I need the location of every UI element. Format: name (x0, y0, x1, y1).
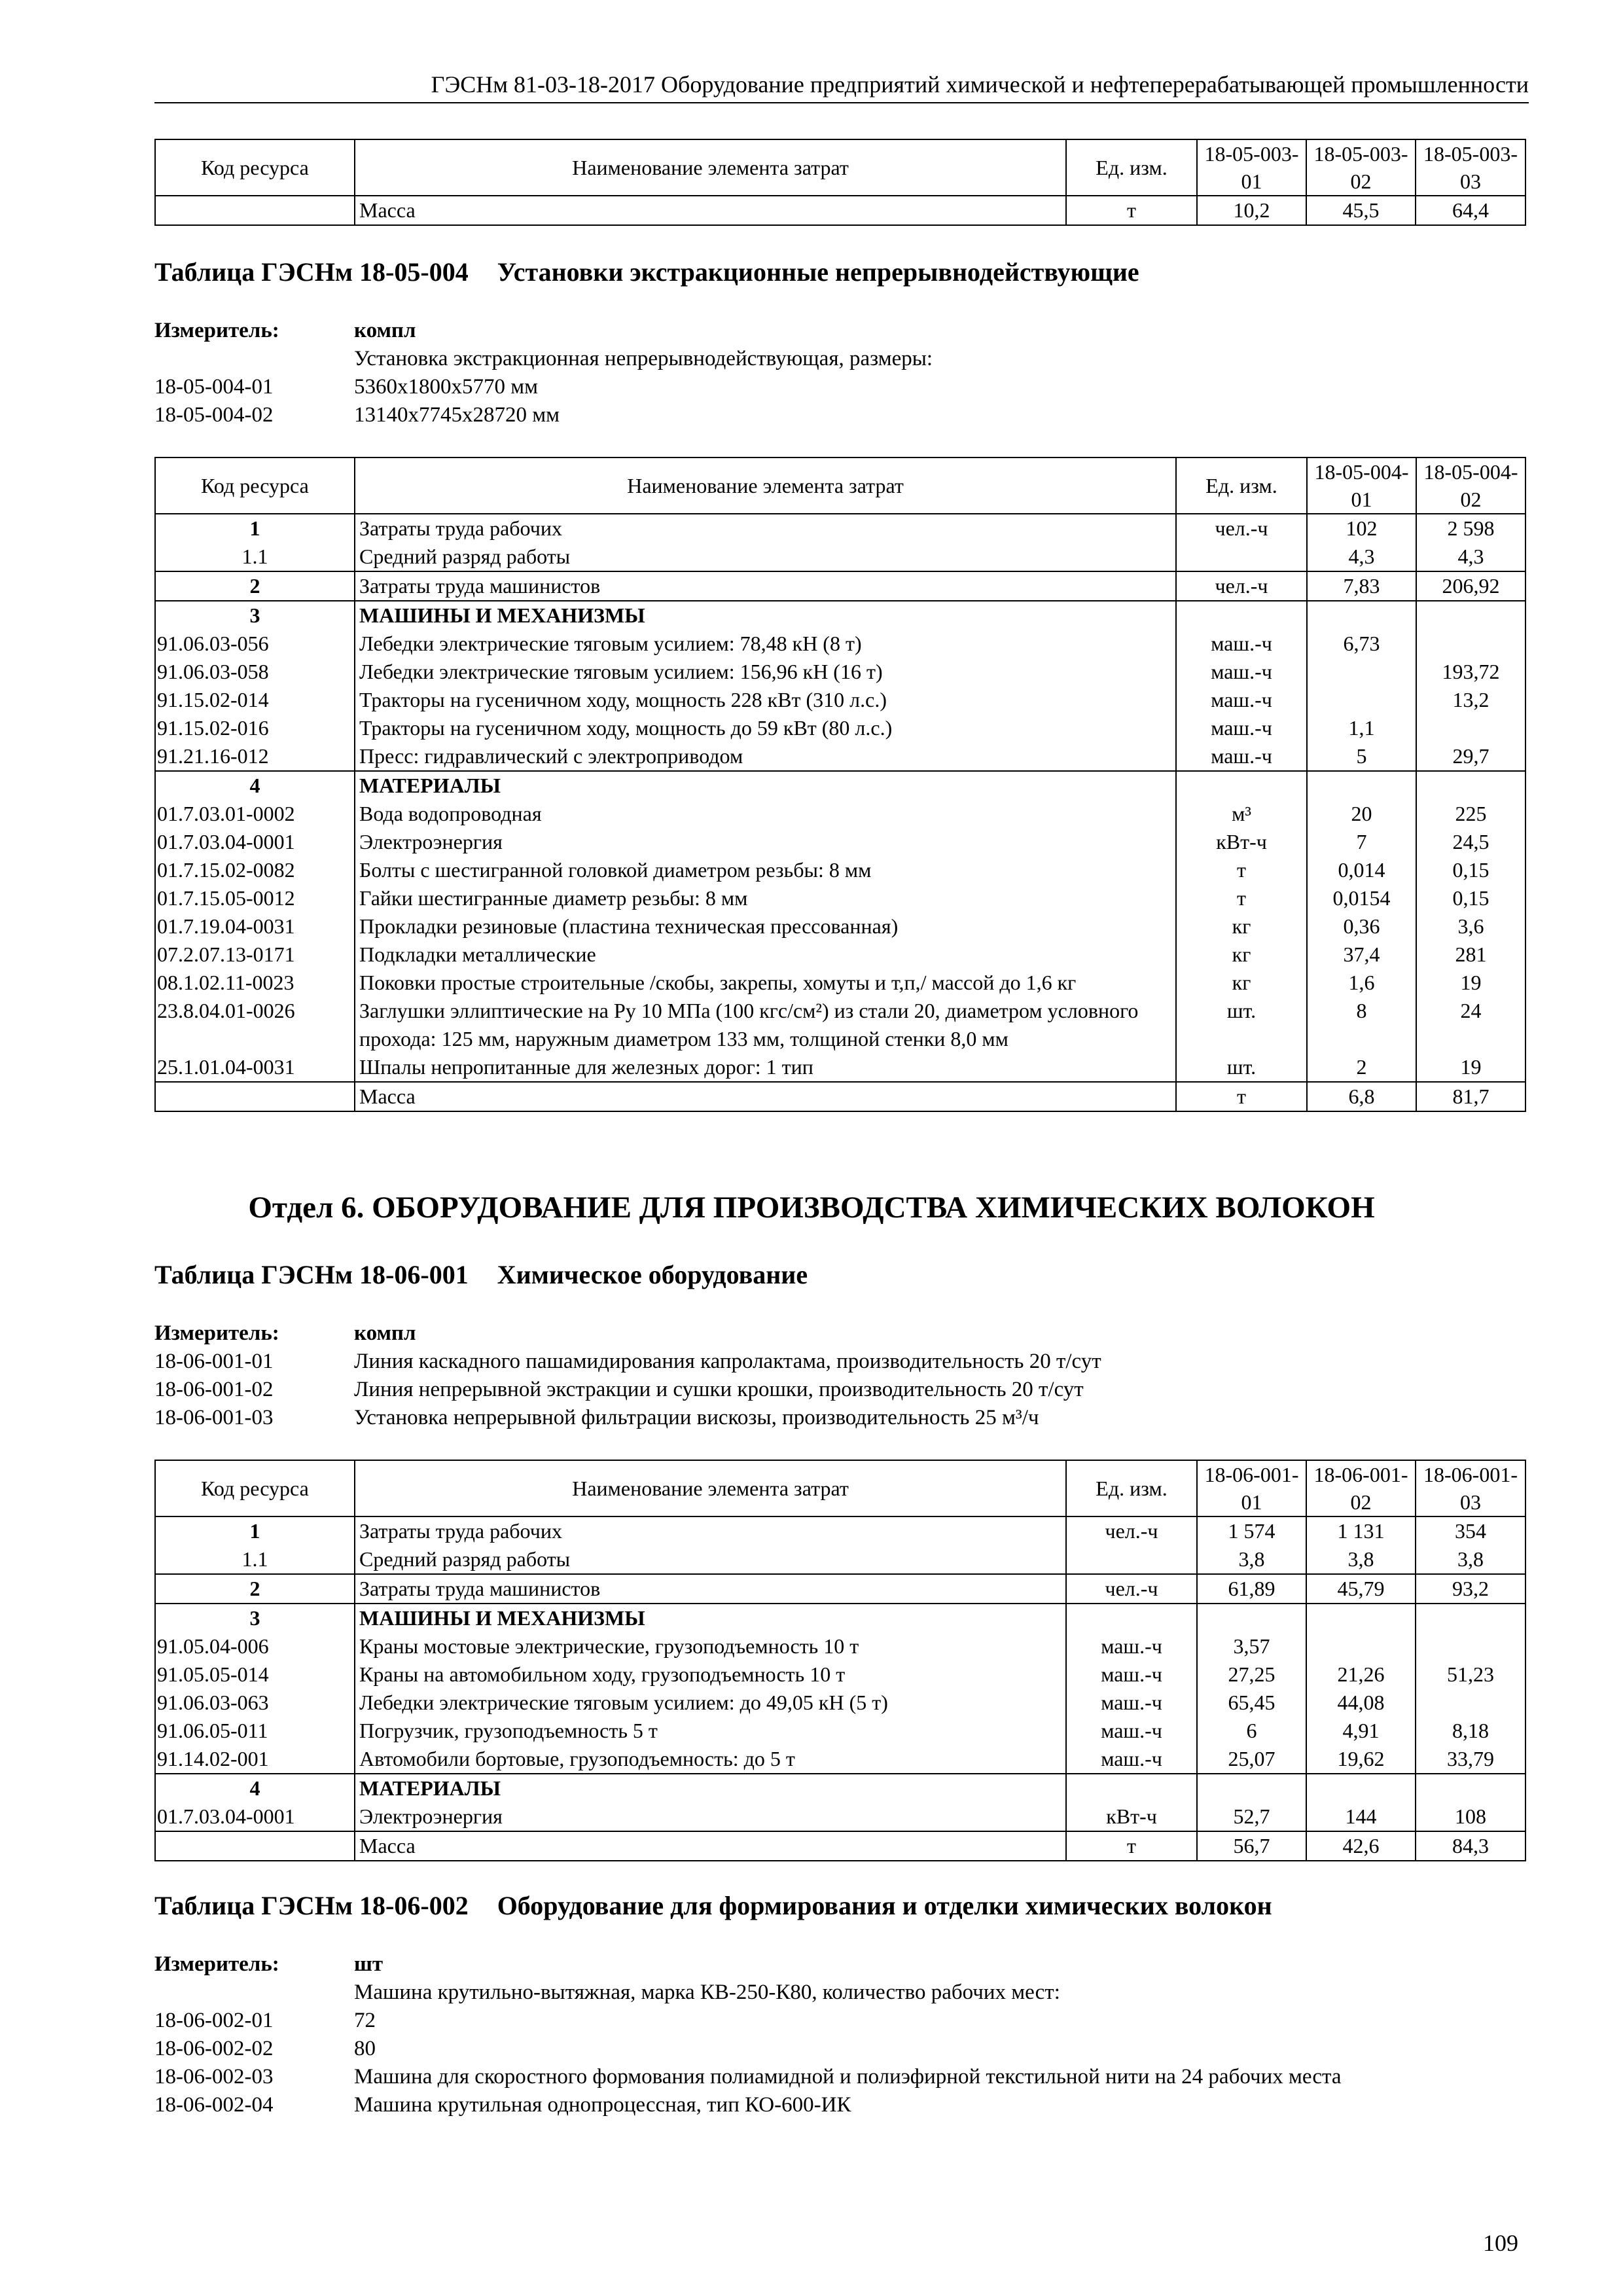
table-row: 01.7.15.05-0012 Гайки шестигранные диаметр резьбы: 8 мм т 0,0154 0,15 (155, 884, 1525, 912)
table-row: 91.06.03-058 Лебедки электрические тяговым усилием: 156,96 кН (16 т) маш.-ч 193,72 (155, 658, 1525, 686)
table-row: 91.15.02-016 Тракторы на гусеничном ходу, мощность до 59 кВт (80 л.с.) маш.-ч 1,1 (155, 714, 1525, 742)
col-header-unit: Ед. изм. (1066, 139, 1197, 196)
table-row: 01.7.03.04-0001 Электроэнергия кВт-ч 7 24,5 (155, 828, 1525, 856)
table-row: 3 МАШИНЫ И МЕХАНИЗМЫ (155, 1604, 1525, 1632)
table-row: 91.06.03-063 Лебедки электрические тяговым усилием: до 49,05 кН (5 т) маш.-ч 65,45 44,08 (155, 1689, 1525, 1717)
section-title: Отдел 6. ОБОРУДОВАНИЕ ДЛЯ ПРОИЗВОДСТВА ХИМИЧЕСКИХ ВОЛОКОН (248, 1191, 1375, 1225)
col-header-value: 18-05-004-02 (1416, 457, 1525, 514)
table-row: 07.2.07.13-0171 Подкладки металлические кг 37,4 281 (155, 941, 1525, 969)
col-header-value: 18-05-003-01 (1197, 139, 1306, 196)
table-title-code: Таблица ГЭСНм 18-06-001 (154, 1260, 469, 1289)
col-header-code: Код ресурса (155, 457, 355, 514)
table-row: 2 Затраты труда машинистов чел.-ч 61,89 45,79 93,2 (155, 1574, 1525, 1604)
table-row: 23.8.04.01-0026 Заглушки эллиптические на Ру 10 МПа (100 кгс/см²) из стали 20, диаметром условного прохода: 125 мм, наружным диаметром 133 мм, толщиной стенки 8,0 мм шт. 8 24 (155, 997, 1525, 1053)
col-header-unit: Ед. изм. (1066, 1460, 1197, 1516)
table-row: 3 МАШИНЫ И МЕХАНИЗМЫ (155, 601, 1525, 630)
table-row: 1 Затраты труда рабочих чел.-ч 102 2 598 (155, 514, 1525, 543)
col-header-code: Код ресурса (155, 139, 355, 196)
col-header-value: 18-06-001-01 (1197, 1460, 1306, 1516)
col-header-value: 18-06-001-02 (1306, 1460, 1416, 1516)
table-title-18-05-004 (154, 257, 1139, 287)
table-row: 1.1 Средний разряд работы 4,3 4,3 (155, 543, 1525, 571)
table-row: 91.15.02-014 Тракторы на гусеничном ходу, мощность 228 кВт (310 л.с.) маш.-ч 13,2 (155, 686, 1525, 714)
table-title-code: Таблица ГЭСНм 18-06-002 (154, 1891, 469, 1920)
table-title-18-06-001 (154, 1259, 808, 1290)
table-row: 25.1.01.04-0031 Шпалы непропитанные для железных дорог: 1 тип шт. 2 19 (155, 1053, 1525, 1082)
col-header-name: Наименование элемента затрат (355, 139, 1066, 196)
table-row: 91.06.05-011 Погрузчик, грузоподъемность 5 т маш.-ч 6 4,91 8,18 (155, 1717, 1525, 1745)
table-row: 01.7.19.04-0031 Прокладки резиновые (пластина техническая прессованная) кг 0,36 3,6 (155, 912, 1525, 941)
table-row: Масса т 6,8 81,7 (155, 1082, 1525, 1111)
table-row: 91.21.16-012 Пресс: гидравлический с электроприводом маш.-ч 5 29,7 (155, 742, 1525, 771)
col-header-value: 18-06-001-03 (1416, 1460, 1525, 1516)
table-row: Масса т 56,7 42,6 84,3 (155, 1831, 1525, 1861)
col-header-value: 18-05-003-02 (1306, 139, 1416, 196)
table-row: 91.14.02-001 Автомобили бортовые, грузоподъемность: до 5 т маш.-ч 25,07 19,62 33,79 (155, 1745, 1525, 1774)
col-header-value: 18-05-003-03 (1416, 139, 1525, 196)
col-header-code: Код ресурса (155, 1460, 355, 1516)
page-header: ГЭСНм 81-03-18-2017 Оборудование предприятий химической и нефтеперерабатывающей промышленности (154, 71, 1529, 103)
col-header-name: Наименование элемента затрат (355, 457, 1176, 514)
table-title-name: Установки экстракционные непрерывнодействующие (497, 257, 1139, 287)
col-header-name: Наименование элемента затрат (355, 1460, 1066, 1516)
table-18-06-001 (154, 1460, 1526, 1861)
col-header-unit: Ед. изм. (1176, 457, 1307, 514)
page-number: 109 (1483, 2230, 1518, 2256)
table-18-05-004 (154, 457, 1526, 1112)
table-row: 08.1.02.11-0023 Поковки простые строительные /скобы, закрепы, хомуты и т,п,/ массой до 1,6 кг кг 1,6 19 (155, 969, 1525, 997)
table-row: 01.7.15.02-0082 Болты с шестигранной головкой диаметром резьбы: 8 мм т 0,014 0,15 (155, 856, 1525, 884)
table-title-code: Таблица ГЭСНм 18-05-004 (154, 257, 469, 287)
table-row: 91.05.04-006 Краны мостовые электрические, грузоподъемность 10 т маш.-ч 3,57 (155, 1632, 1525, 1660)
table-row: Масса т 10,2 45,5 64,4 (155, 196, 1525, 225)
table-title-name: Химическое оборудование (497, 1260, 808, 1289)
table-row: 4 МАТЕРИАЛЫ (155, 771, 1525, 800)
col-header-value: 18-05-004-01 (1307, 457, 1416, 514)
table-title-18-06-002 (154, 1890, 1272, 1921)
table-row: 1.1 Средний разряд работы 3,8 3,8 3,8 (155, 1545, 1525, 1574)
table-title-name: Оборудование для формирования и отделки химических волокон (497, 1891, 1272, 1920)
table-row: 01.7.03.04-0001 Электроэнергия кВт-ч 52,7 144 108 (155, 1803, 1525, 1831)
table-row: 1 Затраты труда рабочих чел.-ч 1 574 1 131 354 (155, 1516, 1525, 1545)
table-18-05-003 (154, 139, 1526, 226)
table-row: 4 МАТЕРИАЛЫ (155, 1774, 1525, 1803)
table-row: 91.05.05-014 Краны на автомобильном ходу, грузоподъемность 10 т маш.-ч 27,25 21,26 51,23 (155, 1660, 1525, 1689)
table-row: 91.06.03-056 Лебедки электрические тяговым усилием: 78,48 кН (8 т) маш.-ч 6,73 (155, 630, 1525, 658)
table-row: 2 Затраты труда машинистов чел.-ч 7,83 206,92 (155, 571, 1525, 601)
table-row: 01.7.03.01-0002 Вода водопроводная м³ 20 225 (155, 800, 1525, 828)
